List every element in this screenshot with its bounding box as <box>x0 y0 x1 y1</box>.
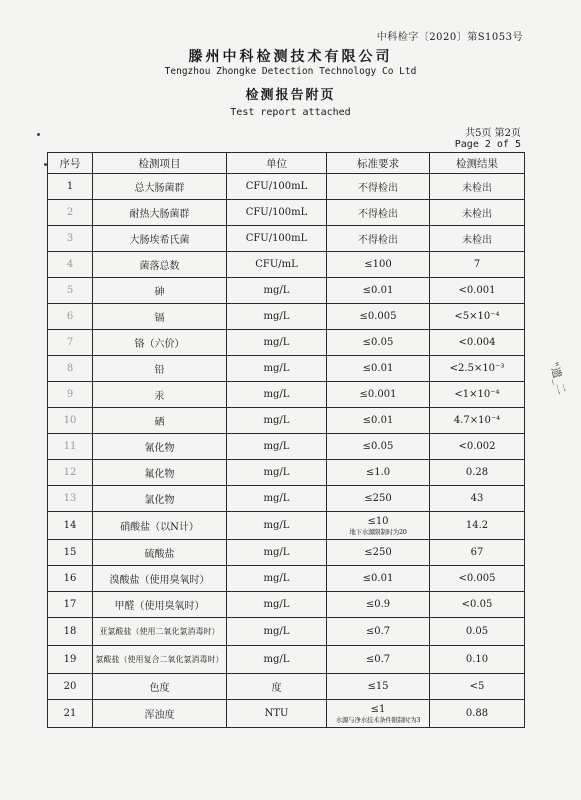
row-requirement <box>327 226 430 252</box>
row-result: 0.05 <box>430 618 525 646</box>
row-requirement <box>327 330 430 356</box>
row-requirement <box>327 278 430 304</box>
row-number: 16 <box>48 566 93 592</box>
row-requirement <box>327 200 430 226</box>
row-result: <5×10⁻⁴ <box>430 304 525 330</box>
row-unit: mg/L <box>227 382 327 408</box>
row-item: 硒 <box>93 408 227 434</box>
row-item: 溴酸盐（使用臭氧时） <box>93 566 227 592</box>
requirement-value: ≤15 <box>367 681 389 692</box>
row-unit: 度 <box>227 674 327 700</box>
row-number: 6 <box>48 304 93 330</box>
row-item: 氯酸盐（使用复合二氧化氯消毒时） <box>93 646 227 674</box>
row-requirement <box>327 356 430 382</box>
col-header-result: 检测结果 <box>430 153 525 174</box>
row-requirement <box>327 486 430 512</box>
row-number: 1 <box>48 174 93 200</box>
table-row <box>48 592 525 618</box>
row-unit: mg/L <box>227 486 327 512</box>
scan-dot <box>37 133 40 136</box>
table-row <box>48 618 525 646</box>
col-header-requirement: 标准要求 <box>327 153 430 174</box>
row-item: 亚氯酸盐（使用二氧化氯消毒时） <box>93 618 227 646</box>
row-number: 3 <box>48 226 93 252</box>
row-result: 4.7×10⁻⁴ <box>430 408 525 434</box>
requirement-value: 不得检出 <box>358 183 398 194</box>
row-result: <0.005 <box>430 566 525 592</box>
requirement-value: ≤0.005 <box>359 311 397 322</box>
row-requirement <box>327 512 430 540</box>
col-header-unit: 单位 <box>227 153 327 174</box>
row-number: 21 <box>48 700 93 728</box>
row-result: <0.001 <box>430 278 525 304</box>
results-table <box>47 152 525 728</box>
document-number: 中科检字〔2020〕第S1053号 <box>376 32 523 43</box>
table-row <box>48 330 525 356</box>
row-requirement <box>327 382 430 408</box>
row-result: 0.28 <box>430 460 525 486</box>
row-requirement <box>327 434 430 460</box>
table-body <box>48 174 525 728</box>
row-requirement <box>327 700 430 728</box>
row-unit: mg/L <box>227 512 327 540</box>
requirement-value: ≤0.05 <box>362 337 394 348</box>
table-row <box>48 408 525 434</box>
table-row <box>48 512 525 540</box>
requirement-value: ≤0.7 <box>365 626 391 637</box>
row-requirement <box>327 252 430 278</box>
requirement-value: ≤100 <box>364 259 392 270</box>
col-header-no: 序号 <box>48 153 93 174</box>
row-unit: mg/L <box>227 356 327 382</box>
requirement-value: 不得检出 <box>358 235 398 246</box>
row-result: <0.004 <box>430 330 525 356</box>
row-result: 67 <box>430 540 525 566</box>
row-number: 12 <box>48 460 93 486</box>
table-row <box>48 674 525 700</box>
table-row <box>48 566 525 592</box>
row-unit: mg/L <box>227 646 327 674</box>
row-unit: mg/L <box>227 304 327 330</box>
table-row <box>48 540 525 566</box>
table-row <box>48 174 525 200</box>
requirement-value: ≤0.001 <box>359 389 397 400</box>
table-row <box>48 356 525 382</box>
row-result: 7 <box>430 252 525 278</box>
row-result: 0.88 <box>430 700 525 728</box>
table-row <box>48 304 525 330</box>
requirement-value: ≤0.05 <box>362 441 394 452</box>
requirement-note: 水源与净水技术条件限制时为3 <box>335 715 421 724</box>
page-indicator-cn: 共5页 第2页 <box>465 128 521 139</box>
row-number: 15 <box>48 540 93 566</box>
row-unit: CFU/mL <box>227 252 327 278</box>
row-item: 氰化物 <box>93 434 227 460</box>
row-item: 砷 <box>93 278 227 304</box>
requirement-value: ≤0.01 <box>362 415 394 426</box>
row-item: 色度 <box>93 674 227 700</box>
row-result: <1×10⁻⁴ <box>430 382 525 408</box>
row-number: 14 <box>48 512 93 540</box>
table-row <box>48 700 525 728</box>
row-result: <0.05 <box>430 592 525 618</box>
row-item: 镉 <box>93 304 227 330</box>
row-result: 未检出 <box>430 226 525 252</box>
row-item: 硫酸盐 <box>93 540 227 566</box>
row-number: 2 <box>48 200 93 226</box>
row-unit: CFU/100mL <box>227 174 327 200</box>
row-number: 13 <box>48 486 93 512</box>
row-item: 总大肠菌群 <box>93 174 227 200</box>
table-row <box>48 200 525 226</box>
row-result: 43 <box>430 486 525 512</box>
table-row <box>48 646 525 674</box>
row-requirement <box>327 674 430 700</box>
row-requirement <box>327 566 430 592</box>
row-requirement <box>327 592 430 618</box>
row-item: 菌落总数 <box>93 252 227 278</box>
requirement-value: ≤1 <box>370 703 386 715</box>
table-row <box>48 486 525 512</box>
row-number: 4 <box>48 252 93 278</box>
row-item: 氟化物 <box>93 460 227 486</box>
row-unit: mg/L <box>227 434 327 460</box>
table-header-row <box>48 153 525 174</box>
row-unit: mg/L <box>227 460 327 486</box>
row-requirement <box>327 174 430 200</box>
row-result: <5 <box>430 674 525 700</box>
row-unit: CFU/100mL <box>227 200 327 226</box>
table-row <box>48 382 525 408</box>
row-number: 20 <box>48 674 93 700</box>
row-unit: mg/L <box>227 278 327 304</box>
company-name-en: Tengzhou Zhongke Detection Technology Co Ltd <box>164 66 417 77</box>
report-title: 检测报告附页 <box>245 88 336 103</box>
row-requirement <box>327 408 430 434</box>
row-item: 大肠埃希氏菌 <box>93 226 227 252</box>
row-unit: mg/L <box>227 330 327 356</box>
row-number: 19 <box>48 646 93 674</box>
row-result: <0.002 <box>430 434 525 460</box>
requirement-value: ≤0.01 <box>362 573 394 584</box>
row-result: 0.10 <box>430 646 525 674</box>
company-name-cn: 滕州中科检测技术有限公司 <box>188 49 393 65</box>
row-requirement <box>327 618 430 646</box>
table-row <box>48 252 525 278</box>
requirement-value: ≤250 <box>364 493 392 504</box>
report-subtitle: Test report attached <box>230 107 351 118</box>
row-unit: mg/L <box>227 592 327 618</box>
row-item: 耐热大肠菌群 <box>93 200 227 226</box>
page-indicator-en: Page 2 of 5 <box>454 139 521 150</box>
requirement-value: ≤0.7 <box>365 654 391 665</box>
table-row <box>48 434 525 460</box>
row-result: 14.2 <box>430 512 525 540</box>
requirement-value: ≤0.01 <box>362 285 394 296</box>
row-requirement <box>327 460 430 486</box>
requirement-value: 不得检出 <box>358 209 398 220</box>
row-item: 汞 <box>93 382 227 408</box>
requirement-value: ≤0.9 <box>365 599 391 610</box>
row-item: 铅 <box>93 356 227 382</box>
row-requirement <box>327 646 430 674</box>
row-requirement <box>327 304 430 330</box>
requirement-value: ≤250 <box>364 547 392 558</box>
row-result: 未检出 <box>430 174 525 200</box>
row-number: 18 <box>48 618 93 646</box>
row-item: 硝酸盐（以N计） <box>93 512 227 540</box>
row-unit: mg/L <box>227 540 327 566</box>
row-unit: mg/L <box>227 566 327 592</box>
row-item: 甲醛（使用臭氧时） <box>93 592 227 618</box>
row-number: 9 <box>48 382 93 408</box>
requirement-value: ≤10 <box>367 515 389 527</box>
row-number: 5 <box>48 278 93 304</box>
row-item: 浑浊度 <box>93 700 227 728</box>
row-number: 17 <box>48 592 93 618</box>
table-row <box>48 278 525 304</box>
requirement-value: ≤0.01 <box>362 363 394 374</box>
col-header-item: 检测项目 <box>93 153 227 174</box>
row-unit: mg/L <box>227 408 327 434</box>
row-unit: NTU <box>227 700 327 728</box>
margin-handwriting: "遗_二 <box>547 360 569 396</box>
row-number: 11 <box>48 434 93 460</box>
requirement-note: 地下水源限制时为20 <box>349 527 407 536</box>
row-unit: CFU/100mL <box>227 226 327 252</box>
row-item: 铬（六价） <box>93 330 227 356</box>
row-result: <2.5×10⁻³ <box>430 356 525 382</box>
row-number: 7 <box>48 330 93 356</box>
requirement-value: ≤1.0 <box>365 467 391 478</box>
row-number: 8 <box>48 356 93 382</box>
row-item: 氯化物 <box>93 486 227 512</box>
row-result: 未检出 <box>430 200 525 226</box>
table-row <box>48 226 525 252</box>
row-requirement <box>327 540 430 566</box>
table-row <box>48 460 525 486</box>
row-number: 10 <box>48 408 93 434</box>
row-unit: mg/L <box>227 618 327 646</box>
